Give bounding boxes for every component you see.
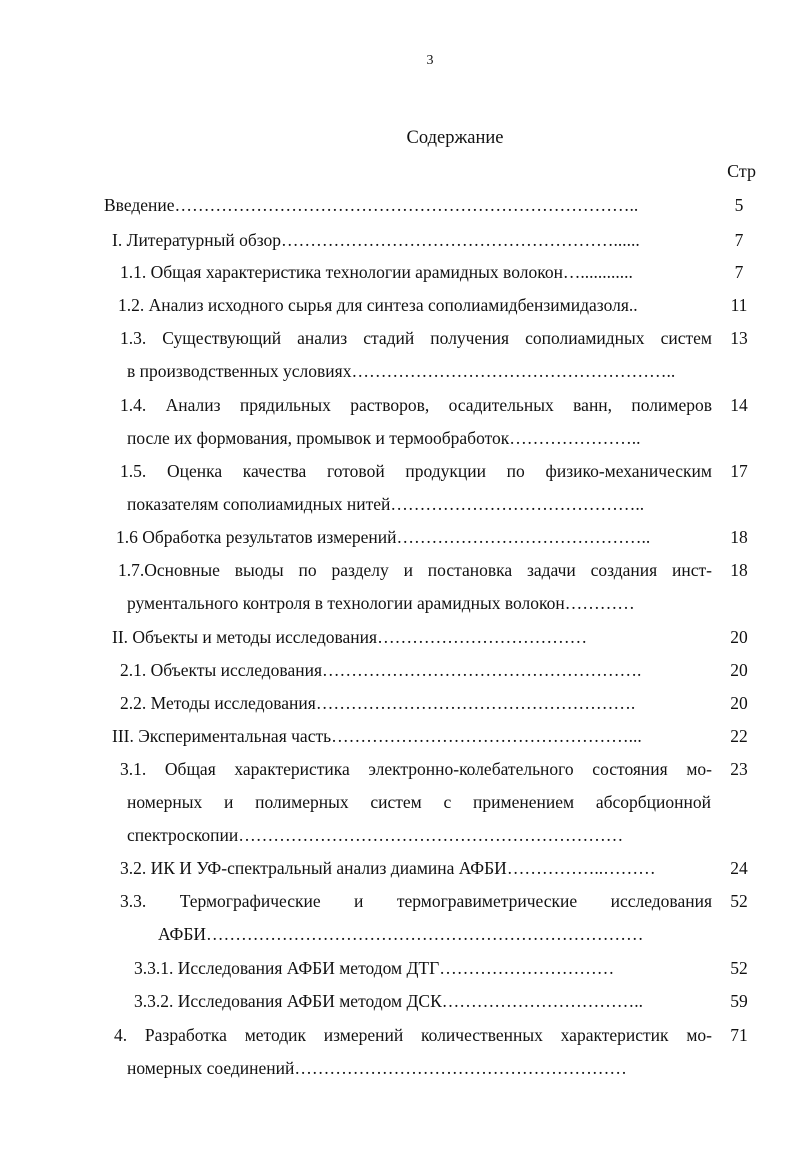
page-number: 3 xyxy=(426,53,434,68)
toc-page-1-2: 11 xyxy=(730,295,748,315)
toc-entry-1-7: 1.7.Основные выоды по разделу и постановка задачи создания инст- xyxy=(118,560,712,580)
toc-entry-3-3: 3.3. Термографические и термогравиметрические исследования xyxy=(120,891,712,911)
toc-page-chapter-1: 7 xyxy=(734,230,744,250)
toc-entry-3-3-2: 3.3.2. Исследования АФБИ методом ДСК…………………………….. xyxy=(134,991,644,1011)
toc-page-3-3-1: 52 xyxy=(730,958,748,978)
toc-page-2-2: 20 xyxy=(730,693,748,713)
toc-page-intro: 5 xyxy=(734,195,744,215)
toc-page-3-2: 24 xyxy=(730,858,748,878)
toc-entry-1-2: 1.2. Анализ исходного сырья для синтеза сополиамидбензимидазоля.. xyxy=(118,295,638,315)
toc-entry-1-7-cont: рументального контроля в технологии арамидных волокон………… xyxy=(127,593,635,613)
toc-entry-1-4: 1.4. Анализ прядильных растворов, осадительных ванн, полимеров xyxy=(120,395,712,415)
toc-entry-3-3-cont: АФБИ………………………………………………………………… xyxy=(158,924,644,944)
toc-page-3-3: 52 xyxy=(730,891,748,911)
contents-title: Содержание xyxy=(406,128,504,148)
toc-entry-1-3-cont: в производственных условиях……………………………………………….. xyxy=(127,361,676,381)
toc-page-1-3: 13 xyxy=(730,328,748,348)
toc-page-1-7: 18 xyxy=(730,560,748,580)
toc-page-chapter-2: 20 xyxy=(730,627,748,647)
toc-page-1-5: 17 xyxy=(730,461,748,481)
toc-entry-intro: Введение…………………………………………………………………….. xyxy=(104,195,639,215)
toc-entry-1-5: 1.5. Оценка качества готовой продукции по физико-механическим xyxy=(120,461,712,481)
toc-entry-3-1-cont: номерных и полимерных систем с применением абсорбционной xyxy=(127,792,711,812)
toc-entry-3-1-cont2: спектроскопии………………………………………………………… xyxy=(127,825,624,845)
toc-page-chapter-3: 22 xyxy=(730,726,748,746)
toc-entry-2-1: 2.1. Объекты исследования………………………………………………. xyxy=(120,660,642,680)
toc-entry-4: 4. Разработка методик измерений количественных характеристик мо- xyxy=(114,1025,712,1045)
toc-entry-3-3-1: 3.3.1. Исследования АФБИ методом ДТГ………………………… xyxy=(134,958,615,978)
toc-entry-1-3: 1.3. Существующий анализ стадий получения сополиамидных систем xyxy=(120,328,712,348)
toc-page-3-3-2: 59 xyxy=(730,991,748,1011)
toc-entry-3-2: 3.2. ИК И УФ-спектральный анализ диамина АФБИ……………..……… xyxy=(120,858,656,878)
toc-entry-chapter-3: III. Экспериментальная часть……………………………………………... xyxy=(112,726,642,746)
toc-page-2-1: 20 xyxy=(730,660,748,680)
toc-page-3-1: 23 xyxy=(730,759,748,779)
toc-page-4: 71 xyxy=(730,1025,748,1045)
toc-page-1-4: 14 xyxy=(730,395,748,415)
toc-page-1-6: 18 xyxy=(730,527,748,547)
toc-entry-1-5-cont: показателям сополиамидных нитей…………………………………….. xyxy=(127,494,645,514)
toc-entry-1-6: 1.6 Обработка результатов измерений…………………………………….. xyxy=(116,527,651,547)
page-column-header: Стр xyxy=(727,161,756,181)
toc-entry-4-cont: номерных соединений………………………………………………… xyxy=(127,1058,627,1078)
toc-entry-2-2: 2.2. Методы исследования………………………………………………. xyxy=(120,693,636,713)
toc-entry-3-1: 3.1. Общая характеристика электронно-колебательного состояния мо- xyxy=(120,759,712,779)
toc-entry-1-4-cont: после их формования, промывок и термообработок………………….. xyxy=(127,428,641,448)
toc-entry-chapter-1: I. Литературный обзор…………………………………………………...... xyxy=(112,230,640,250)
toc-entry-chapter-2: II. Объекты и методы исследования……………………………… xyxy=(112,627,588,647)
toc-page-1-1: 7 xyxy=(734,262,744,282)
toc-entry-1-1: 1.1. Общая характеристика технологии арамидных волокон…............ xyxy=(120,262,633,282)
